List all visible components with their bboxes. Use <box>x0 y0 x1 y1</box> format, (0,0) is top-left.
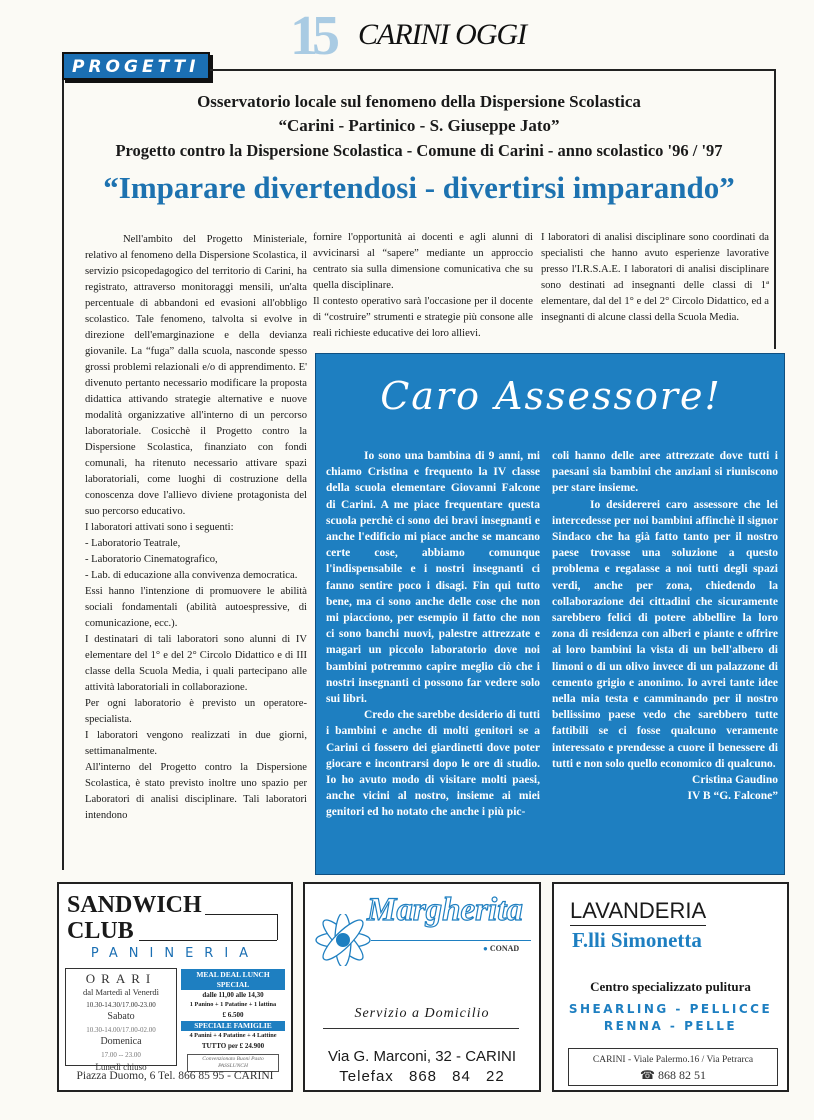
header-line-1: Osservatorio locale sul fenomeno della Dispersione Scolastica <box>197 92 641 111</box>
paragraph: Io sono una bambina di 9 anni, mi chiamo Cristina e frequento la IV classe della scuola elementare Giovanni Falcone di Carini. A me piace frequentare questa scuola perchè ci sono dei bravi insegnanti e anche l'edificio mi piace anche se mancano certe cose, abbiamo comunque l'indispensabile e i nostri insegnanti ci fanno sentire poco i disagi. Fin qui tutto bene, ma ci sono anche delle cose che non mi piacciono, per esempio il fatto che non ci sono banchi nuovi, palestre attrezzate e magari un piccolo laboratorio dove noi bambini potremmo capire meglio ciò che i nostri insegnanti ci possono far vedere solo sui libri. <box>326 450 540 706</box>
header-line-2: “Carini - Partinico - S. Giuseppe Jato” <box>278 116 560 135</box>
family-line: 4 Panini + 4 Patatine + 4 Lattine <box>189 1032 277 1039</box>
ad-name: LAVANDERIA <box>570 898 706 926</box>
article-column-3 <box>541 230 769 326</box>
signature-name: Cristina Gaudino <box>692 774 778 787</box>
hours-line: 17.00 -- 23.00 <box>101 1050 141 1059</box>
hours-line: 10.30-14.30/17.00-23.00 <box>86 1000 156 1009</box>
ad-phone <box>569 1068 777 1083</box>
ad-lavanderia <box>552 882 789 1092</box>
ad-tagline: Centro specializzato pulitura <box>590 979 751 994</box>
hours-line: Domenica <box>100 1036 142 1047</box>
hours-line: 10.30-14.00/17.00-02.00 <box>86 1025 156 1034</box>
meal-deal-title: MEAL DEAL LUNCH SPECIAL <box>181 969 285 990</box>
section-tab: PROGETTI <box>62 52 210 80</box>
meal-deal-box <box>181 969 285 1072</box>
ad-phone <box>305 1068 539 1085</box>
hours-line: dal Martedì al Venerdì <box>82 987 160 997</box>
headline: “Imparare divertendosi - divertirsi imparando” <box>103 170 735 205</box>
paragraph: Credo che sarebbe desiderio di tutti i bambini e anche di molti genitori se a Carini ci fossero dei giardinetti dove poter giocare e incontrarsi dopo le ore di studio. Io ho avuto modo di visitare molti paesi, anche vicini al nostro, insieme ai miei genitori ed ho notato che anche i più pic- <box>326 709 540 819</box>
ad-name-line-1: SANDWICH <box>67 892 202 918</box>
ad-logo-margherita: Margherita <box>367 892 523 928</box>
divider <box>323 1028 519 1029</box>
divider <box>139 940 277 941</box>
ad-services-2: RENNA - PELLE <box>603 1019 738 1033</box>
conad-icon: ● <box>483 944 490 953</box>
family-line: TUTTO per £ 24.900 <box>201 1042 265 1050</box>
daisy-icon <box>313 914 373 966</box>
telephone-icon: ☎ <box>640 1068 658 1082</box>
address-box <box>568 1048 778 1086</box>
paragraph: All'interno del Progetto contro la Dispersione Scolastica, è stato previsto inoltre uno spazio per Laboratori di analisi disciplinare. Tali laboratori intendono <box>85 762 307 821</box>
hours-box <box>65 968 177 1072</box>
phone-number: 868 82 51 <box>657 1068 706 1082</box>
ad-address: CARINI - Viale Palermo.16 / Via Petrarca <box>592 1055 754 1065</box>
brand-label: CONAD <box>489 944 520 953</box>
ad-name-line-2: CLUB <box>67 918 134 944</box>
ad-brand-conad <box>483 944 519 953</box>
divider <box>277 914 278 940</box>
phone-number: 868 84 22 <box>408 1068 505 1085</box>
letter-column-1 <box>326 448 540 821</box>
article-column-1 <box>85 232 307 824</box>
ad-services-1: SHEARLING - PELLICCE <box>568 1002 773 1016</box>
masthead <box>290 5 550 67</box>
signature-class: IV B “G. Falcone” <box>687 790 778 803</box>
divider <box>205 914 277 915</box>
phone-label: Telefax <box>339 1068 394 1085</box>
list-item: - Laboratorio Teatrale, <box>85 538 181 549</box>
frame-line-top <box>210 69 776 71</box>
list-item: - Laboratorio Cinematografico, <box>85 554 218 565</box>
ad-sandwich-club <box>57 882 293 1092</box>
hours-line: Lunedì chiuso <box>95 1062 147 1072</box>
paragraph: I laboratori vengono realizzati in due giorni, settimanalmente. <box>85 730 307 757</box>
page-number: 15 <box>290 5 334 67</box>
paragraph: fornire l'opportunità ai docenti e agli alunni di avvicinarsi al “sapere” mediante un approccio centrato sia sulla dimensione comunicativa che su quella disciplinare. <box>313 232 533 291</box>
meal-deal-line: dalle 11,00 alle 14,30 <box>202 991 264 999</box>
ad-owner: F.lli Simonetta <box>572 928 702 952</box>
paragraph: I laboratori attivati sono i seguenti: <box>85 522 234 533</box>
paragraph: Nell'ambito del Progetto Ministeriale, relativo al fenomeno della Dispersione Scolastica, il servizio psicopedagogico del territorio di Carini, ha registrato, attraverso monitoraggi mensili, un'alta percentuale di abbandoni ed evasioni all'obbligo scolastico. Tale fenomeno, talvolta si evolve in direzione dell'emarginazione e della devianza giovanile. La “fuga” dalla scuola, nasconde spesso grossi problemi relazionali e/o di apprendimento. E' divenuto pertanto necessario modificare la proposta didattica attivando strategie alternative e nuove modalità organizzative all'interno di un percorso laboratoriale. Cosicchè il Progetto contro la Dispersione Scolastica, finanziato con fondi comunali, ha ritenuto necessario attivare spazi laboratoriali, come luoghi di costruzione della conoscenza dove l'allievo diviene protagonista del suo percorso educativo. <box>85 234 307 517</box>
meal-deal-price: £ 6.500 <box>222 1011 244 1019</box>
ad-margherita <box>303 882 541 1092</box>
hours-title: ORARI <box>85 971 157 986</box>
ad-subtitle: PANINERIA <box>90 946 260 961</box>
passlunch-stamp: Convenzionato Buoni Pasto PASSLUNCH <box>187 1054 279 1072</box>
family-title: SPECIALE FAMIGLIE <box>181 1021 285 1031</box>
letter-title: Caro Assessore! <box>380 374 722 418</box>
letter-box <box>315 353 785 875</box>
paragraph: Essi hanno l'intenzione di promuovere le abilità sociali fondamentali (abilità autoespressive, di comunicazione, ecc.). <box>85 586 307 629</box>
ad-address: Via G. Marconi, 32 - CARINI <box>327 1048 517 1065</box>
header-line-3: Progetto contro la Dispersione Scolastica - Comune di Carini - anno scolastico '96 / '97 <box>115 141 723 160</box>
meal-deal-line: 1 Panino + 1 Patatine + 1 lattina <box>189 1001 277 1008</box>
hours-line: Sabato <box>107 1011 135 1022</box>
letter-column-2 <box>552 448 778 804</box>
ad-service: Servizio a Domicilio <box>354 1006 490 1021</box>
frame-line-right <box>774 69 776 349</box>
paragraph: I destinatari di tali laboratori sono alunni di IV elementare del 1° e del 2° Circolo Didattico e di III classe della Scuola Media, i quali partecipano alle attività laboratoriali in collaborazione. <box>85 634 307 693</box>
list-item: - Lab. di educazione alla convivenza democratica. <box>85 570 298 581</box>
newspaper-title: CARINI OGGI <box>358 18 527 51</box>
paragraph: Il contesto operativo sarà l'occasione per il docente di “costruire” strumenti e strategie più consone alle reali richieste educative dei loro allievi. <box>313 296 533 339</box>
paragraph: coli hanno delle aree attrezzate dove tutti i paesani sia bambini che anziani si riuniscono per stare insieme. <box>552 450 778 495</box>
article-column-2 <box>313 230 533 342</box>
paragraph: Per ogni laboratorio è previsto un operatore-specialista. <box>85 698 307 725</box>
paragraph: Io desidererei caro assessore che lei intercedesse per noi bambini affinchè il signor Sindaco che ha già fatto tanto per il nostro paese trovasse una soluzione a questo problema e regalasse a noi tutti degli spazi verdi, anche per zona, chiedendo la collaborazione dei cittadini che sicuramente sarebbero felici di potere abbellire la loro zona di residenza con alberi e piante e offrire ai loro bambini la vista di un bell'albero di limoni o di un olivo invece di un palazzone di cemento grigio e anonimo. Io avrei tante idee nella mia testa e camminando per il nostro bellissimo paese vedo che sarebbero tutte fattibili se ci fosse qualcuno veramente interessato e prendesse a cuore il benessere di tutti e non solo quello economico di qualcuno. <box>552 498 778 770</box>
divider <box>371 940 531 941</box>
paragraph: I laboratori di analisi disciplinare sono coordinati da specialisti che hanno avuto esperienze lavorative presso l'I.R.S.A.E. I laboratori di analisi disciplinare sono destinati ad insegnanti delle classi di 1ª elementare, dal del 1° e del 2° Circolo Didattico, ed a insegnanti di alcune classi della Scuola Media. <box>541 232 769 323</box>
ad-address: Piazza Duomo, 6 Tel. 866 85 95 - CARINI <box>76 1070 274 1082</box>
